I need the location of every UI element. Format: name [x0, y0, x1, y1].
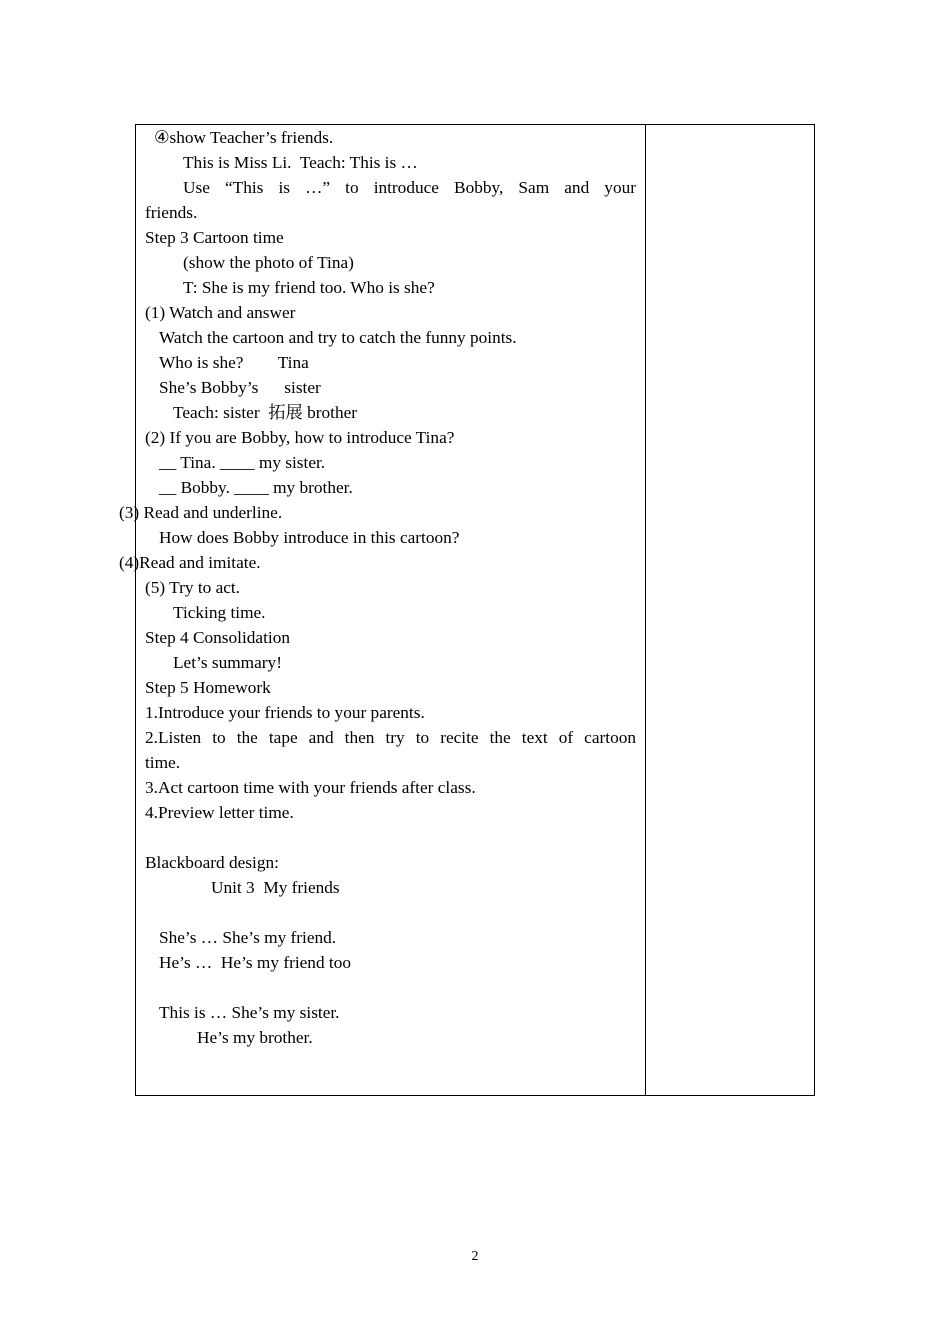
text-line: Let’s summary!	[173, 653, 282, 672]
text-line: Use “This is …” to introduce Bobby, Sam and your	[183, 178, 636, 197]
text-line: He’s … He’s my friend too	[159, 953, 351, 972]
text-line: Teach: sister 拓展 brother	[173, 403, 358, 422]
lesson-table	[119, 124, 815, 1096]
text-line: He’s my brother.	[197, 1028, 313, 1047]
step-heading: Step 4 Consolidation	[145, 628, 290, 647]
text-line: T: She is my friend too. Who is she?	[183, 278, 435, 297]
text-line: She’s Bobby’s sister	[159, 378, 321, 397]
text-line: Who is she? Tina	[159, 353, 309, 372]
text-line: Watch the cartoon and try to catch the funny points.	[159, 328, 517, 347]
text-line: This is Miss Li. Teach: This is …	[183, 153, 418, 172]
text-line: This is … She’s my sister.	[159, 1003, 340, 1022]
text-line: She’s … She’s my friend.	[159, 928, 337, 947]
text-line: 1.Introduce your friends to your parents.	[145, 703, 425, 722]
step-heading: Step 5 Homework	[145, 678, 271, 697]
text-line: Unit 3 My friends	[211, 878, 340, 897]
text-line: Ticking time.	[173, 603, 266, 622]
text-line: time.	[145, 753, 181, 772]
text-line: __ Bobby. ____ my brother.	[159, 478, 353, 497]
column-divider	[645, 125, 646, 1095]
step-heading: Step 3 Cartoon time	[145, 228, 284, 247]
text-line: (2) If you are Bobby, how to introduce Tina?	[145, 428, 455, 447]
text-line: friends.	[145, 203, 198, 222]
text-line: Blackboard design:	[145, 853, 279, 872]
text-line: 3.Act cartoon time with your friends after class.	[145, 778, 476, 797]
text-line: (4)Read and imitate.	[119, 553, 261, 572]
text-line: __ Tina. ____ my sister.	[159, 453, 326, 472]
text-line: (3) Read and underline.	[119, 503, 283, 522]
text-line: (show the photo of Tina)	[183, 253, 354, 272]
text-line: 2.Listen to the tape and then try to recite the text of cartoon	[145, 728, 636, 747]
page-number: 2	[471, 1249, 479, 1264]
text-line: (5) Try to act.	[145, 578, 241, 597]
text-line: (1) Watch and answer	[145, 303, 296, 322]
text-line: ④show Teacher’s friends.	[154, 128, 334, 147]
text-line: 4.Preview letter time.	[145, 803, 294, 822]
text-line: How does Bobby introduce in this cartoon?	[159, 528, 460, 547]
